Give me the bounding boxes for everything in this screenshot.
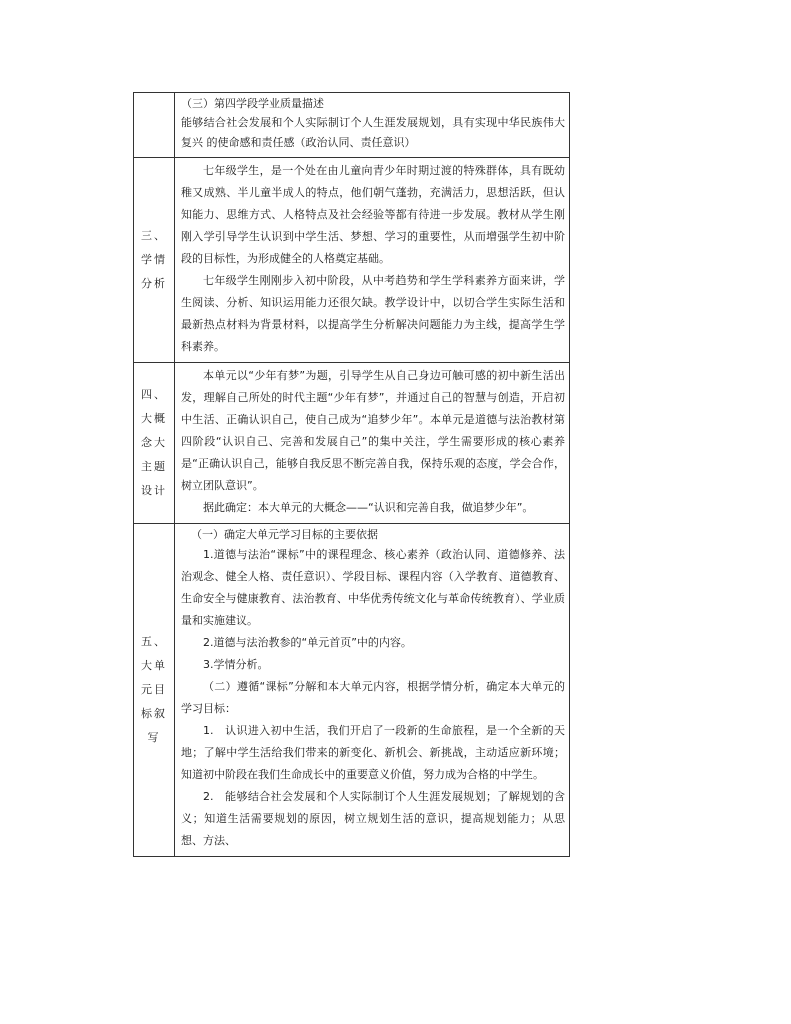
student-analysis-cell (175, 158, 570, 363)
section-heading: （三）第四学段学业质量描述 (181, 97, 324, 110)
row-label-empty (134, 93, 175, 158)
table-row-student-analysis (134, 158, 570, 363)
row-label-big-concept: 四、大概念大主题设计 (134, 363, 175, 524)
paragraph: 能够结合社会发展和个人实际制订个人生涯发展规划，具有实现中华民族伟大复兴 的使命感和责任感（政治认同、责任意识） (181, 116, 565, 149)
unit-goals-cell (175, 524, 570, 857)
paragraph: 3.学情分析。 (203, 658, 269, 671)
row-label-student-analysis: 三、学情分析 (134, 158, 175, 363)
paragraph: 2.道德与法治教参的“单元首页”中的内容。 (203, 636, 412, 649)
row-label-unit-goals: 五、大单元目标叙写 (134, 524, 175, 857)
paragraph: 七年级学生，是一个处在由儿童向青少年时期过渡的特殊群体，具有既幼稚又成熟、半儿童半成人的特点，他们朝气蓬勃，充满活力，思想活跃，但认知能力、思维方式、人格特点及社会经验等都有待进一步发展。教材从学生刚刚入学引导学生认识到中学生活、梦想、学习的重要性，从而增强学生初中阶段的目标性，为形成健全的人格奠定基础。 (181, 164, 565, 265)
paragraph: 据此确定：本大单元的大概念——“认识和完善自我，做追梦少年”。 (203, 501, 534, 514)
paragraph: 本单元以“少年有梦”为题，引导学生从自己身边可触可感的初中新生活出发，理解自己所处的时代主题“少年有梦”，并通过自己的智慧与创造，开启初中生活、正确认识自己，使自己成为“追梦少年”。本单元是道德与法治教材第四阶段“认识自己、完善和发展自己”的集中关注，学生需要形成的核心素养是“正确认识自己，能够自我反思不断完善自我，保持乐观的态度，学会合作，树立团队意识”。 (181, 369, 565, 492)
table-row-big-concept (134, 363, 570, 524)
paragraph: 1. 认识进入初中生活，我们开启了一段新的生命旅程，是一个全新的天地；了解中学生活给我们带来的新变化、新机会、新挑战，主动适应新环境；知道初中阶段在我们生命成长中的重要意义价值，努力成为合格的中学生。 (181, 724, 565, 781)
big-concept-cell (175, 363, 570, 524)
paragraph: 七年级学生刚刚步入初中阶段，从中考趋势和学生学科素养方面来讲，学生阅读、分析、知识运用能力还很欠缺。教学设计中，以切合学生实际生活和最新热点材料为背景材料，以提高学生分析解决问题能力为主线，提高学生学科素养。 (181, 274, 565, 353)
paragraph: 1.道德与法治“课标”中的课程理念、核心素养（政治认同、道德修养、法治观念、健全人格、责任意识）、学段目标、课程内容（入学教育、道德教育、生命安全与健康教育、法治教育、中华优秀传统文化与革命传统教育）、学业质量和实施建议。 (181, 548, 565, 627)
lesson-plan-table (133, 92, 570, 857)
section-heading: （一）确定大单元学习目标的主要依据 (191, 528, 378, 541)
table-row-unit-goals (134, 524, 570, 857)
table-row-quality (134, 93, 570, 158)
paragraph: 2. 能够结合社会发展和个人实际制订个人生涯发展规划；了解规划的含义；知道生活需要规划的原因，树立规划生活的意识，提高规划能力；从思想、方法、 (181, 790, 565, 847)
quality-description-cell (175, 93, 570, 158)
paragraph: （二）遵循“课标”分解和本大单元内容，根据学情分析，确定本大单元的学习目标： (181, 680, 565, 715)
